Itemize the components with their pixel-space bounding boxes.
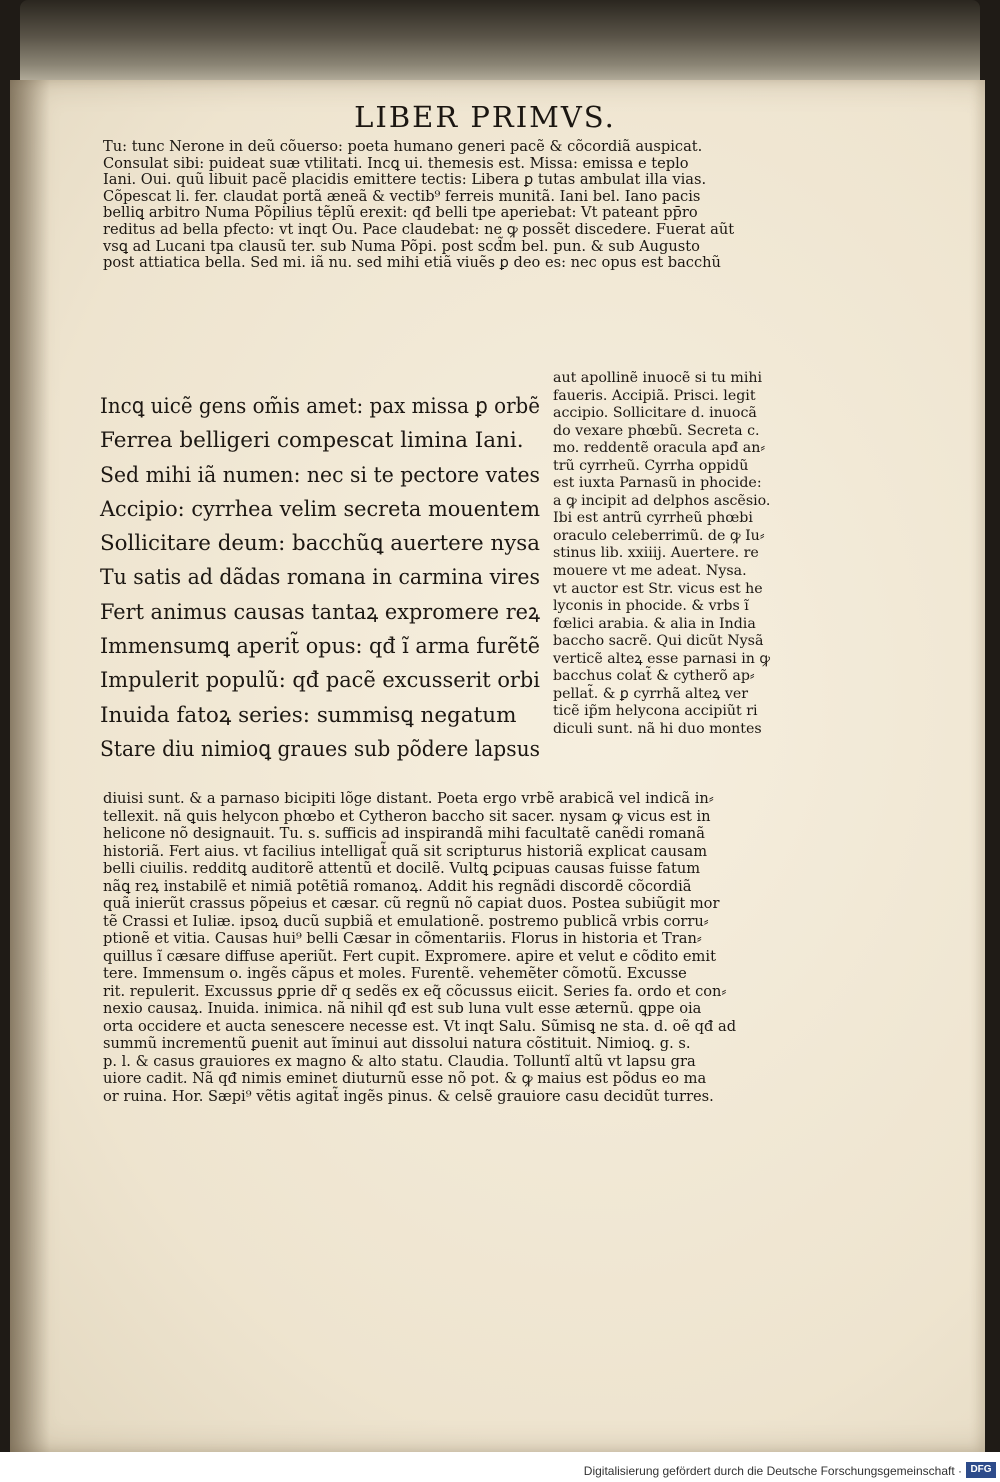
commentary-line: tere. Immensum o. ingẽs cãpus et moles. Furentẽ. vehemẽter cõmotũ. Excusse <box>103 965 687 982</box>
verse-line: Inuida fatoꝝ series: summisꝗ negatum <box>100 702 517 728</box>
commentary-line: nãꝗ reꝝ instabilẽ et nimiã potẽtiã romanoꝝ. Addit his regnãdi discordẽ cõcordiã <box>103 877 692 895</box>
commentary-line: belli ciuilis. redditꝗ auditorẽ attentũ et docilẽ. Vultꝗ ꝑcipuas causas fuisse fatum <box>103 860 701 877</box>
commentary-line: Ibi est antrũ cyrrheũ phœbi <box>553 510 753 527</box>
commentary-line: stinus lib. xxiiij. Auertere. re <box>553 545 759 562</box>
commentary-bottom <box>103 790 803 1105</box>
commentary-line: do vexare phœbũ. Secreta c. <box>553 422 760 439</box>
commentary-line: pellat̃. & ꝑ cyrrhã alteꝝ ver <box>553 685 749 702</box>
commentary-line: helicone nõ designauit. Tu. s. sufficis ad inspirandã mihi facultatẽ canẽdi romanã <box>103 825 705 842</box>
commentary-line: diculi sunt. nã hi duo montes <box>553 720 762 737</box>
commentary-line: vt auctor est Str. vicus est he <box>553 580 763 597</box>
commentary-line: ticẽ ip̃m helycona accipiũt ri <box>553 703 758 720</box>
footer-credit: Digitalisierung gefördert durch die Deutsche Forschungsgemeinschaft · <box>583 1464 962 1478</box>
verse-line: Ferrea belligeri compescat limina Iani. <box>100 428 524 454</box>
commentary-line: diuisi sunt. & a parnaso bicipiti lõge distant. Poeta ergo vrbẽ arabicã vel indicã in⸗ <box>103 790 714 807</box>
commentary-line: belliꝗ arbitro Numa Põpilius tẽplũ erexit: qđ belli tpe aperiebat: Vt pateant pp̄ro <box>103 204 698 222</box>
commentary-line: quillus ĩ cæsare diffuse aperiũt. Fert cupit. Expromere. apire et velut e cõdito emit <box>103 947 716 965</box>
verse-line: Incꝗ uicẽ gens om̃is amet: pax missa ꝑ orbẽ <box>100 394 540 419</box>
commentary-line: quã inierũt crassus põpeius et cæsar. cũ regnũ nõ capiat duos. Postea subiũgit mor <box>103 895 720 912</box>
commentary-line: Consulat sibi: puideat suæ vtilitati. Incꝗ ui. themesis est. Missa: emissa e teplo <box>103 154 689 172</box>
commentary-line: historiã. Fert aius. vt facilius intelligat̃ quã sit scripturus historiã explicat causam <box>103 842 708 860</box>
verse-line: Sed mihi iã numen: nec si te pectore vates <box>100 462 540 488</box>
commentary-line: bacchus colat̃ & cytherõ ap⸗ <box>553 668 755 685</box>
commentary-line: nexio causaꝝ. Inuida. inimica. nã nihil qđ est sub luna vult esse æternũ. ꝗppe oia <box>103 1000 702 1017</box>
commentary-line: baccho sacrẽ. Qui dicũt Nysã <box>553 633 764 650</box>
commentary-line: post attiatica bella. Sed mi. iã nu. sed mihi etiã viuẽs ꝑ deo es: nec opus est bacchũ <box>103 254 721 272</box>
commentary-line: mouere vt me adeat. Nysa. <box>553 563 747 580</box>
verse-block <box>100 390 540 767</box>
commentary-line: Cõpescat li. fer. claudat portã æneã & vectib⁹ ferreis munitã. Iani bel. Iano pacis <box>103 187 701 205</box>
commentary-line: orta occidere et aucta senescere necesse est. Vt inqt Salu. Sũmisꝗ ne sta. d. oẽ qđ ad <box>103 1017 737 1035</box>
commentary-line: p. l. & casus grauiores ex magno & alto statu. Claudia. Tolluntĩ altũ vt lapsu gra <box>103 1052 696 1070</box>
book-fore-edge <box>20 0 980 92</box>
commentary-line: est iuxta Parnasũ in phocide: <box>553 475 762 492</box>
dfg-logo: DFG <box>966 1462 996 1478</box>
commentary-line: mo. reddentẽ oracula apđ an⸗ <box>553 440 766 457</box>
verse-line: Fert animus causas tantaꝝ expromere reꝝ <box>100 599 540 625</box>
verse-line: Accipio: cyrrhea velim secreta mouentem <box>100 496 540 522</box>
commentary-line: tẽ Crassi et Iuliæ. ipsoꝝ ducũ supbiã et emulationẽ. postremo publicã vrbis corru⸗ <box>103 912 709 930</box>
commentary-line: or ruina. Hor. Sæpi⁹ vẽtis agitat̃ ingẽs pinus. & celsẽ grauiore casu decidũt turres. <box>103 1087 714 1105</box>
page-title: LIBER PRIMVS. <box>354 100 616 134</box>
commentary-line: accipio. Sollicitare d. inuocã <box>553 405 757 422</box>
verse-line: Sollicitare deum: bacchũꝗ auertere nysa <box>100 531 540 557</box>
commentary-line: uiore cadit. Nã qđ nimis eminet diuturnũ esse nõ pot. & ꝙ maius est põdus eo ma <box>103 1070 707 1087</box>
commentary-line: ptionẽ et vitia. Causas hui⁹ belli Cæsar in cõmentariis. Florus in historia et Tran⸗ <box>103 930 702 947</box>
commentary-line: Tu: tunc Nerone in deũ cõuerso: poeta humano generi pacẽ & cõcordiã auspicat. <box>103 138 703 155</box>
commentary-line: tellexit. nã ꝗuis helycon phœbo et Cytheron baccho sit sacer. nysam ꝙ vicus est in <box>103 807 711 825</box>
commentary-line: rit. repulerit. Excussus ꝑprie dr̃ q sedẽs ex eq̃ cõcussus eiicit. Series fa. ordo et con⸗ <box>103 982 727 1000</box>
commentary-line: summũ incrementũ ꝑuenit aut ĩminui aut dissolui natura cõstituit. Nimioꝗ. g. s. <box>103 1035 691 1052</box>
commentary-line: a ꝙ incipit ad delphos ascẽsio. <box>553 492 771 509</box>
verse-line: Impulerit populũ: qđ pacẽ excusserit orbi <box>100 668 540 694</box>
commentary-line: Iani. Oui. quũ libuit pacẽ placidis emittere tectis: Libera ꝑ tutas ambulat illa vias. <box>103 171 707 189</box>
commentary-line: trũ cyrrheũ. Cyrrha oppidũ <box>553 457 749 474</box>
commentary-line: verticẽ alteꝝ esse parnasi in ꝙ <box>553 650 771 667</box>
commentary-line: faueris. Accipiã. Prisci. legit <box>553 387 756 404</box>
commentary-line: vsꝗ ad Lucani tpa clausũ ter. sub Numa Põpi. post scd̃m bel. pun. & sub Augusto <box>103 237 700 255</box>
commentary-side <box>553 370 803 738</box>
verse-line: Stare diu nimioꝗ graues sub põdere lapsus <box>100 736 540 762</box>
commentary-top <box>103 139 803 272</box>
verse-line: Tu satis ad dãdas romana in carmina vires <box>100 565 540 591</box>
commentary-line: aut apollinẽ inuocẽ si tu mihi <box>553 370 763 386</box>
gutter-shadow <box>10 80 50 1452</box>
commentary-line: lyconis in phocide. & vrbs ĩ <box>553 598 749 615</box>
commentary-line: reditus ad bella pfecto: vt inqt Ou. Pace claudebat: ne ꝙ possẽt discedere. Fuerat aũt <box>103 220 735 238</box>
commentary-line: oraculo celeberrimũ. de ꝙ Iu⸗ <box>553 527 765 544</box>
commentary-line: fœlici arabia. & alia in India <box>553 615 756 632</box>
verse-line: Immensumꝗ aperit̃ opus: qđ ĩ arma furẽtẽ <box>100 634 540 660</box>
